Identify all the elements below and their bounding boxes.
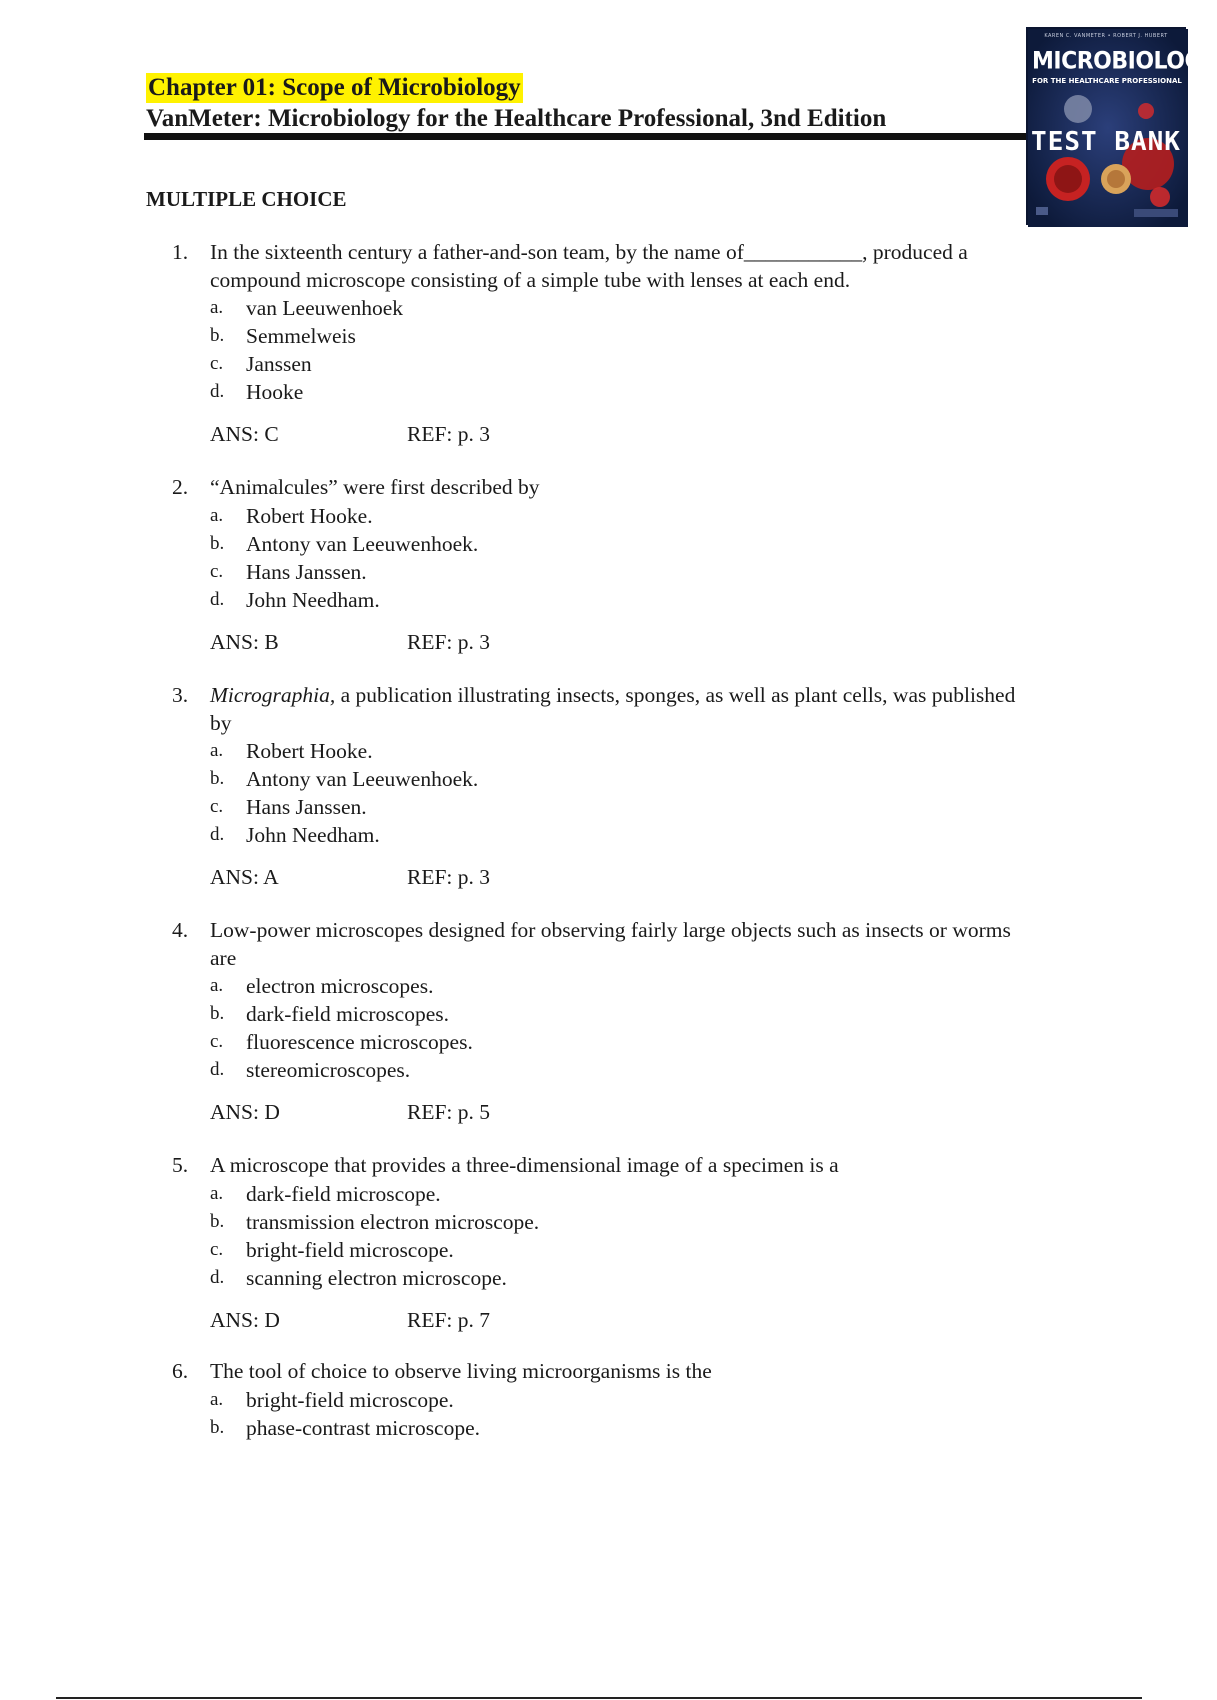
choice-d: d. scanning electron microscope. [210, 1265, 507, 1290]
page-bottom-rule [56, 1697, 1142, 1699]
question-stem-line: Low-power microscopes designed for observing fairly large objects such as insects or worms [210, 918, 1011, 942]
answer-row [210, 1306, 1132, 1334]
question-3 [172, 682, 1132, 891]
question-stem-line: A microscope that provides a three-dimensional image of a specimen is a [210, 1153, 839, 1177]
choice-a: a. Robert Hooke. [210, 739, 373, 763]
question-number: 5. [172, 1153, 189, 1177]
virus-icon [1138, 103, 1154, 119]
answer-choices [210, 1180, 1132, 1292]
question-stem [172, 682, 1132, 737]
cover-subtitle: FOR THE HEALTHCARE PROFESSIONAL [1032, 77, 1182, 85]
answer-key: ANS: D [210, 1307, 280, 1332]
answer-key: ANS: A [210, 865, 279, 889]
question-stem-line: The tool of choice to observe living microorganisms is the [210, 1359, 712, 1383]
question-5 [172, 1152, 1132, 1334]
cover-authors: KAREN C. VANMETER • ROBERT J. HUBERT [1044, 33, 1168, 39]
choice-a: a. bright-field microscope. [210, 1387, 454, 1412]
choice-b: b. phase-contrast microscope. [210, 1415, 481, 1440]
answer-choices [210, 972, 1132, 1084]
choice-d: d. stereomicroscopes. [210, 1058, 411, 1082]
question-number: 4. [172, 918, 189, 942]
question-stem [172, 239, 1132, 294]
header-rule [144, 133, 1030, 140]
choice-b: b. Semmelweis [210, 324, 356, 348]
choice-a: a. van Leeuwenhoek [210, 296, 403, 320]
cover-title: MICROBIOLOGY [1032, 47, 1217, 76]
publication-title: Micrographia, [210, 683, 336, 707]
question-stem [172, 1152, 1132, 1180]
page-reference: REF: p. 3 [407, 422, 491, 446]
question-stem [172, 917, 1132, 972]
question-stem-line: compound microscope consisting of a simple tube with lenses at each end. [210, 267, 851, 292]
choice-c: c. bright-field microscope. [210, 1237, 454, 1262]
choice-a: a. dark-field microscope. [210, 1181, 441, 1206]
test-bank-badge: TEST BANK [1031, 127, 1181, 157]
answer-row [210, 863, 1132, 891]
question-6 [172, 1358, 1132, 1442]
question-number: 3. [172, 683, 189, 707]
choice-d: d. John Needham. [210, 587, 380, 612]
question-number: 1. [172, 240, 189, 264]
answer-choices [210, 737, 1132, 849]
answer-choices [210, 294, 1132, 406]
answer-key: ANS: D [210, 1100, 280, 1124]
question-4 [172, 917, 1132, 1126]
choice-c: c. Janssen [210, 352, 312, 376]
question-stem [172, 1358, 1132, 1386]
answer-choices [210, 502, 1132, 614]
question-stem [172, 474, 1132, 502]
choice-c: c. Hans Janssen. [210, 559, 367, 584]
answer-key: ANS: B [210, 629, 279, 654]
section-heading: MULTIPLE CHOICE [146, 187, 347, 211]
page-reference: REF: p. 5 [407, 1100, 491, 1124]
choice-a: a. electron microscopes. [210, 974, 434, 998]
page-reference: REF: p. 3 [407, 629, 491, 654]
question-stem-line: Micrographia, a publication illustrating insects, sponges, as well as plant cells, was published [210, 683, 1016, 707]
choice-b: b. Antony van Leeuwenhoek. [210, 767, 479, 791]
choice-a: a. Robert Hooke. [210, 503, 373, 528]
answer-row [210, 628, 1132, 656]
question-stem-line: In the sixteenth century a father-and-son team, by the name of___________, produced a [210, 240, 968, 264]
choice-b: b. dark-field microscopes. [210, 1002, 449, 1026]
question-stem-line: by [210, 710, 232, 735]
question-2 [172, 474, 1132, 656]
answer-key: ANS: C [210, 422, 279, 446]
choice-d: d. Hooke [210, 380, 304, 404]
choice-d: d. John Needham. [210, 823, 380, 847]
choice-c: c. fluorescence microscopes. [210, 1030, 473, 1054]
choice-b: b. transmission electron microscope. [210, 1209, 540, 1234]
book-cover-image [1026, 27, 1217, 225]
question-1 [172, 239, 1132, 448]
choice-c: c. Hans Janssen. [210, 795, 367, 819]
question-number: 6. [172, 1359, 189, 1383]
page-reference: REF: p. 7 [407, 1307, 491, 1332]
book-title: VanMeter: Microbiology for the Healthcare Professional, 3nd Edition [146, 105, 887, 132]
choice-b: b. Antony van Leeuwenhoek. [210, 531, 479, 556]
question-stem-line: are [210, 945, 237, 970]
answer-row [210, 420, 1132, 448]
page-reference: REF: p. 3 [407, 865, 491, 889]
chapter-title: Chapter 01: Scope of Microbiology [148, 74, 521, 101]
question-number: 2. [172, 475, 189, 499]
answer-row [210, 1098, 1132, 1126]
question-stem-line: “Animalcules” were first described by [210, 475, 540, 499]
cell-sphere-icon [1064, 95, 1092, 123]
answer-choices [210, 1386, 1132, 1442]
